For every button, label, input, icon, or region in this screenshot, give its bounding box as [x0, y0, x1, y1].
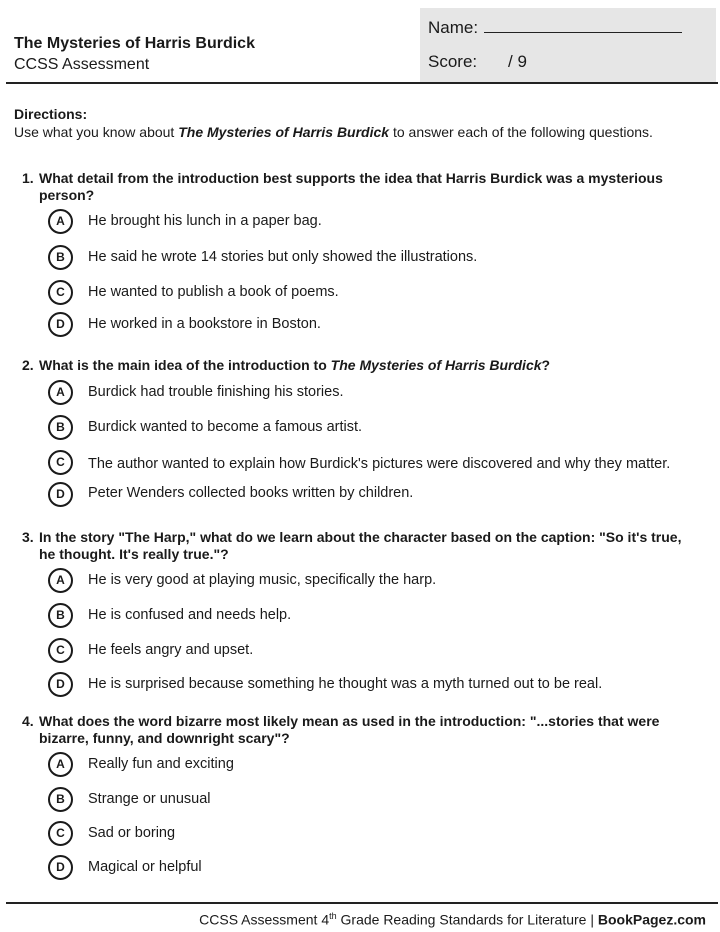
- answer-bubble-b[interactable]: B: [48, 245, 73, 270]
- q3-option-d[interactable]: [48, 672, 688, 698]
- directions-text-start: Use what you know about: [14, 124, 179, 140]
- name-field[interactable]: [484, 18, 682, 33]
- q1-option-b[interactable]: [48, 245, 688, 271]
- answer-bubble-c[interactable]: C: [48, 450, 73, 475]
- answer-bubble-a[interactable]: A: [48, 752, 73, 777]
- answer-bubble-d[interactable]: D: [48, 672, 73, 697]
- question-3: [22, 529, 698, 563]
- option-text: He is surprised because something he thought was a myth turned out to be real.: [88, 676, 603, 692]
- question-book-title: The Mysteries of Harris Burdick: [330, 357, 542, 373]
- answer-bubble-d[interactable]: D: [48, 312, 73, 337]
- option-text: The author wanted to explain how Burdick's pictures were discovered and why they matter.: [88, 456, 671, 472]
- question-1: [22, 170, 698, 204]
- option-text: Strange or unusual: [88, 791, 211, 807]
- page-footer: [199, 907, 706, 929]
- name-label: Name:: [428, 18, 479, 37]
- question-text-end: ?: [541, 357, 551, 373]
- directions-text-end: to answer each of the following questions.: [389, 124, 653, 140]
- answer-bubble-a[interactable]: A: [48, 209, 73, 234]
- directions-heading: Directions:: [14, 106, 88, 122]
- option-text: Sad or boring: [88, 825, 176, 841]
- q4-option-d[interactable]: [48, 855, 688, 881]
- question-number: 1.: [22, 170, 34, 186]
- question-number: 2.: [22, 357, 34, 373]
- question-2: [22, 357, 698, 374]
- answer-bubble-b[interactable]: B: [48, 787, 73, 812]
- option-text: He said he wrote 14 stories but only showed the illustrations.: [88, 249, 478, 265]
- score-row: [428, 52, 527, 72]
- footer-text-end: Grade Reading Standards for Literature |: [336, 911, 598, 928]
- question-text-start: What is the main idea of the introduction to: [39, 357, 331, 373]
- option-text: He brought his lunch in a paper bag.: [88, 213, 322, 229]
- q2-option-c[interactable]: [48, 450, 688, 476]
- q1-option-c[interactable]: [48, 280, 688, 306]
- score-label: Score:: [428, 52, 478, 71]
- answer-bubble-c[interactable]: C: [48, 638, 73, 663]
- answer-bubble-a[interactable]: A: [48, 380, 73, 405]
- footer-text-start: CCSS Assessment 4: [199, 911, 330, 928]
- header-divider: [6, 82, 718, 84]
- question-text: In the story "The Harp," what do we learn about the character based on the caption: "So it's true, he thought. It's really true."?: [39, 529, 682, 562]
- q1-option-d[interactable]: [48, 312, 688, 338]
- document-header: [14, 34, 255, 75]
- option-text: He is very good at playing music, specifically the harp.: [88, 572, 437, 588]
- answer-bubble-c[interactable]: C: [48, 280, 73, 305]
- directions-text: [14, 123, 694, 141]
- option-text: Magical or helpful: [88, 859, 202, 875]
- question-text: What does the word bizarre most likely mean as used in the introduction: "...stories that were bizarre, funny, and downright scary"?: [39, 713, 660, 746]
- question-text: What detail from the introduction best supports the idea that Harris Burdick was a mysterious person?: [39, 170, 663, 203]
- answer-bubble-c[interactable]: C: [48, 821, 73, 846]
- footer-brand: BookPagez.com: [597, 911, 706, 928]
- answer-bubble-b[interactable]: B: [48, 415, 73, 440]
- answer-bubble-b[interactable]: B: [48, 603, 73, 628]
- directions: [14, 105, 694, 141]
- q2-option-d[interactable]: [48, 482, 688, 508]
- option-text: He is confused and needs help.: [88, 607, 292, 623]
- q3-option-c[interactable]: [48, 638, 688, 664]
- question-4: [22, 713, 698, 747]
- option-text: Peter Wenders collected books written by children.: [88, 485, 414, 501]
- option-text: Burdick had trouble finishing his stories.: [88, 384, 344, 400]
- name-row: [428, 18, 682, 38]
- directions-book-title: The Mysteries of Harris Burdick: [178, 124, 390, 140]
- answer-bubble-a[interactable]: A: [48, 568, 73, 593]
- answer-bubble-d[interactable]: D: [48, 855, 73, 880]
- q4-option-a[interactable]: [48, 752, 688, 778]
- q2-option-b[interactable]: [48, 415, 688, 441]
- question-text: [39, 357, 698, 374]
- option-text: He feels angry and upset.: [88, 642, 254, 658]
- option-text: He worked in a bookstore in Boston.: [88, 316, 321, 332]
- q4-option-b[interactable]: [48, 787, 688, 813]
- question-number: 3.: [22, 529, 34, 545]
- q4-option-c[interactable]: [48, 821, 688, 847]
- footer-superscript: th: [329, 911, 337, 921]
- question-number: 4.: [22, 713, 34, 729]
- option-text: Really fun and exciting: [88, 756, 234, 772]
- document-title: The Mysteries of Harris Burdick: [14, 35, 255, 52]
- q3-option-b[interactable]: [48, 603, 688, 629]
- q2-option-a[interactable]: [48, 380, 688, 406]
- q1-option-a[interactable]: [48, 209, 688, 235]
- option-text: Burdick wanted to become a famous artist.: [88, 419, 363, 435]
- name-score-box: [420, 8, 716, 82]
- footer-divider: [6, 902, 718, 904]
- document-subtitle: CCSS Assessment: [14, 56, 150, 73]
- answer-bubble-d[interactable]: D: [48, 482, 73, 507]
- q3-option-a[interactable]: [48, 568, 688, 594]
- option-text: He wanted to publish a book of poems.: [88, 284, 339, 300]
- score-value: / 9: [508, 52, 527, 71]
